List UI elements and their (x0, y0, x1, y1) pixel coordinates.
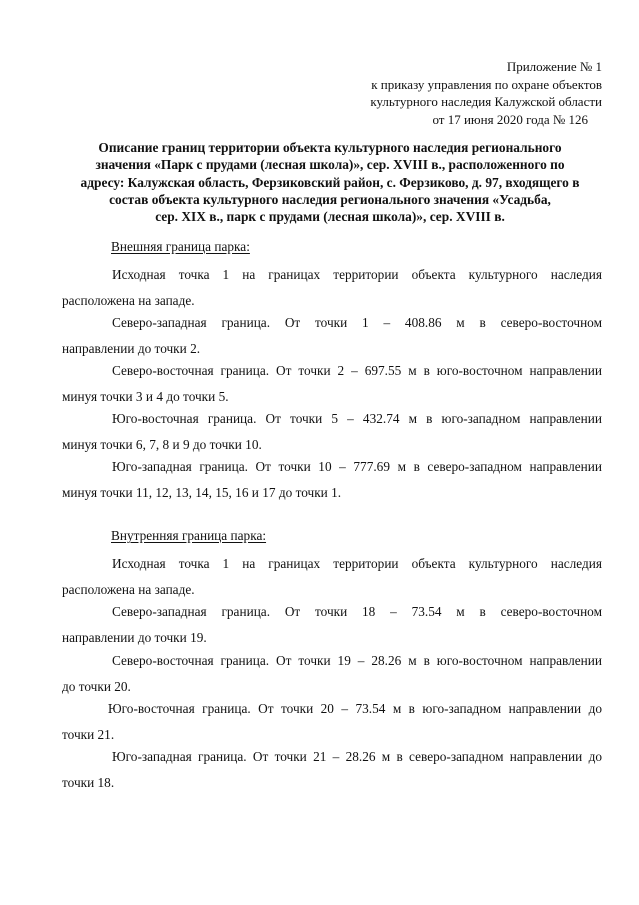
paragraph-first-line: Северо-западная граница. От точки 1 – 408.86 м в северо-восточном (112, 315, 602, 330)
paragraph-second-line: до точки 20. (62, 678, 131, 694)
paragraph-second-line: направлении до точки 2. (62, 340, 201, 356)
paragraph-first-line: Исходная точка 1 на границах территории объекта культурного наследия (112, 556, 602, 571)
title-line: адресу: Калужская область, Ферзиковский район, с. Ферзиково, д. 97, входящего в (80, 174, 580, 190)
paragraph-first-line: Юго-западная граница. От точки 21 – 28.26 м в северо-западном направлении до (112, 749, 602, 764)
paragraph-second-line: минуя точки 11, 12, 13, 14, 15, 16 и 17 до точки 1. (62, 484, 342, 500)
title-line: Описание границ территории объекта культурного наследия регионального (98, 140, 562, 155)
paragraph-first-line: Северо-восточная граница. От точки 2 – 697.55 м в юго-восточном направлении (112, 363, 602, 378)
paragraph-second-line: минуя точки 6, 7, 8 и 9 до точки 10. (62, 436, 262, 452)
appendix-order-ref: к приказу управления по охране объектов (371, 76, 602, 92)
paragraph-first-line: Юго-восточная граница. От точки 5 – 432.74 м в юго-западном направлении (112, 411, 602, 426)
inner-paragraph-3 (62, 648, 602, 699)
outer-paragraph-2 (62, 310, 602, 361)
paragraph-first-line: Северо-восточная граница. От точки 19 – 28.26 м в юго-восточном направлении (112, 653, 602, 668)
appendix-number: Приложение № 1 (506, 59, 602, 74)
document-title (50, 139, 610, 225)
inner-paragraph-2 (62, 599, 602, 650)
outer-boundary-heading: Внешняя граница парка: (111, 239, 250, 254)
appendix-date: от 17 июня 2020 года № 126 (432, 111, 588, 127)
paragraph-second-line: направлении до точки 19. (62, 629, 207, 645)
paragraph-second-line: точки 18. (62, 774, 115, 790)
appendix-authority: культурного наследия Калужской области (370, 94, 602, 109)
inner-paragraph-5 (62, 744, 602, 795)
outer-paragraph-4 (62, 406, 602, 457)
inner-paragraph-4 (62, 696, 602, 747)
title-line: сер. XIX в., парк с прудами (лесная школа)», сер. XVIII в. (155, 209, 505, 225)
inner-paragraph-1 (62, 551, 602, 602)
paragraph-second-line: минуя точки 3 и 4 до точки 5. (62, 388, 229, 404)
outer-paragraph-1 (62, 262, 602, 313)
paragraph-second-line: расположена на западе. (62, 292, 195, 308)
appendix-header (370, 58, 602, 128)
title-line: состав объекта культурного наследия регионального значения «Усадьба, (109, 191, 551, 207)
outer-paragraph-3 (62, 358, 602, 409)
paragraph-second-line: точки 21. (62, 726, 115, 742)
paragraph-first-line: Северо-западная граница. От точки 18 – 73.54 м в северо-восточном (112, 604, 602, 619)
paragraph-first-line: Исходная точка 1 на границах территории объекта культурного наследия (112, 267, 602, 282)
outer-paragraph-5 (62, 454, 602, 505)
paragraph-first-line: Юго-восточная граница. От точки 20 – 73.54 м в юго-западном направлении до (108, 701, 602, 716)
paragraph-second-line: расположена на западе. (62, 581, 195, 597)
title-line: значения «Парк с прудами (лесная школа)», сер. XVIII в., расположенного по (95, 157, 565, 173)
inner-boundary-heading: Внутренняя граница парка: (111, 528, 267, 543)
paragraph-first-line: Юго-западная граница. От точки 10 – 777.69 м в северо-западном направлении (112, 459, 602, 474)
